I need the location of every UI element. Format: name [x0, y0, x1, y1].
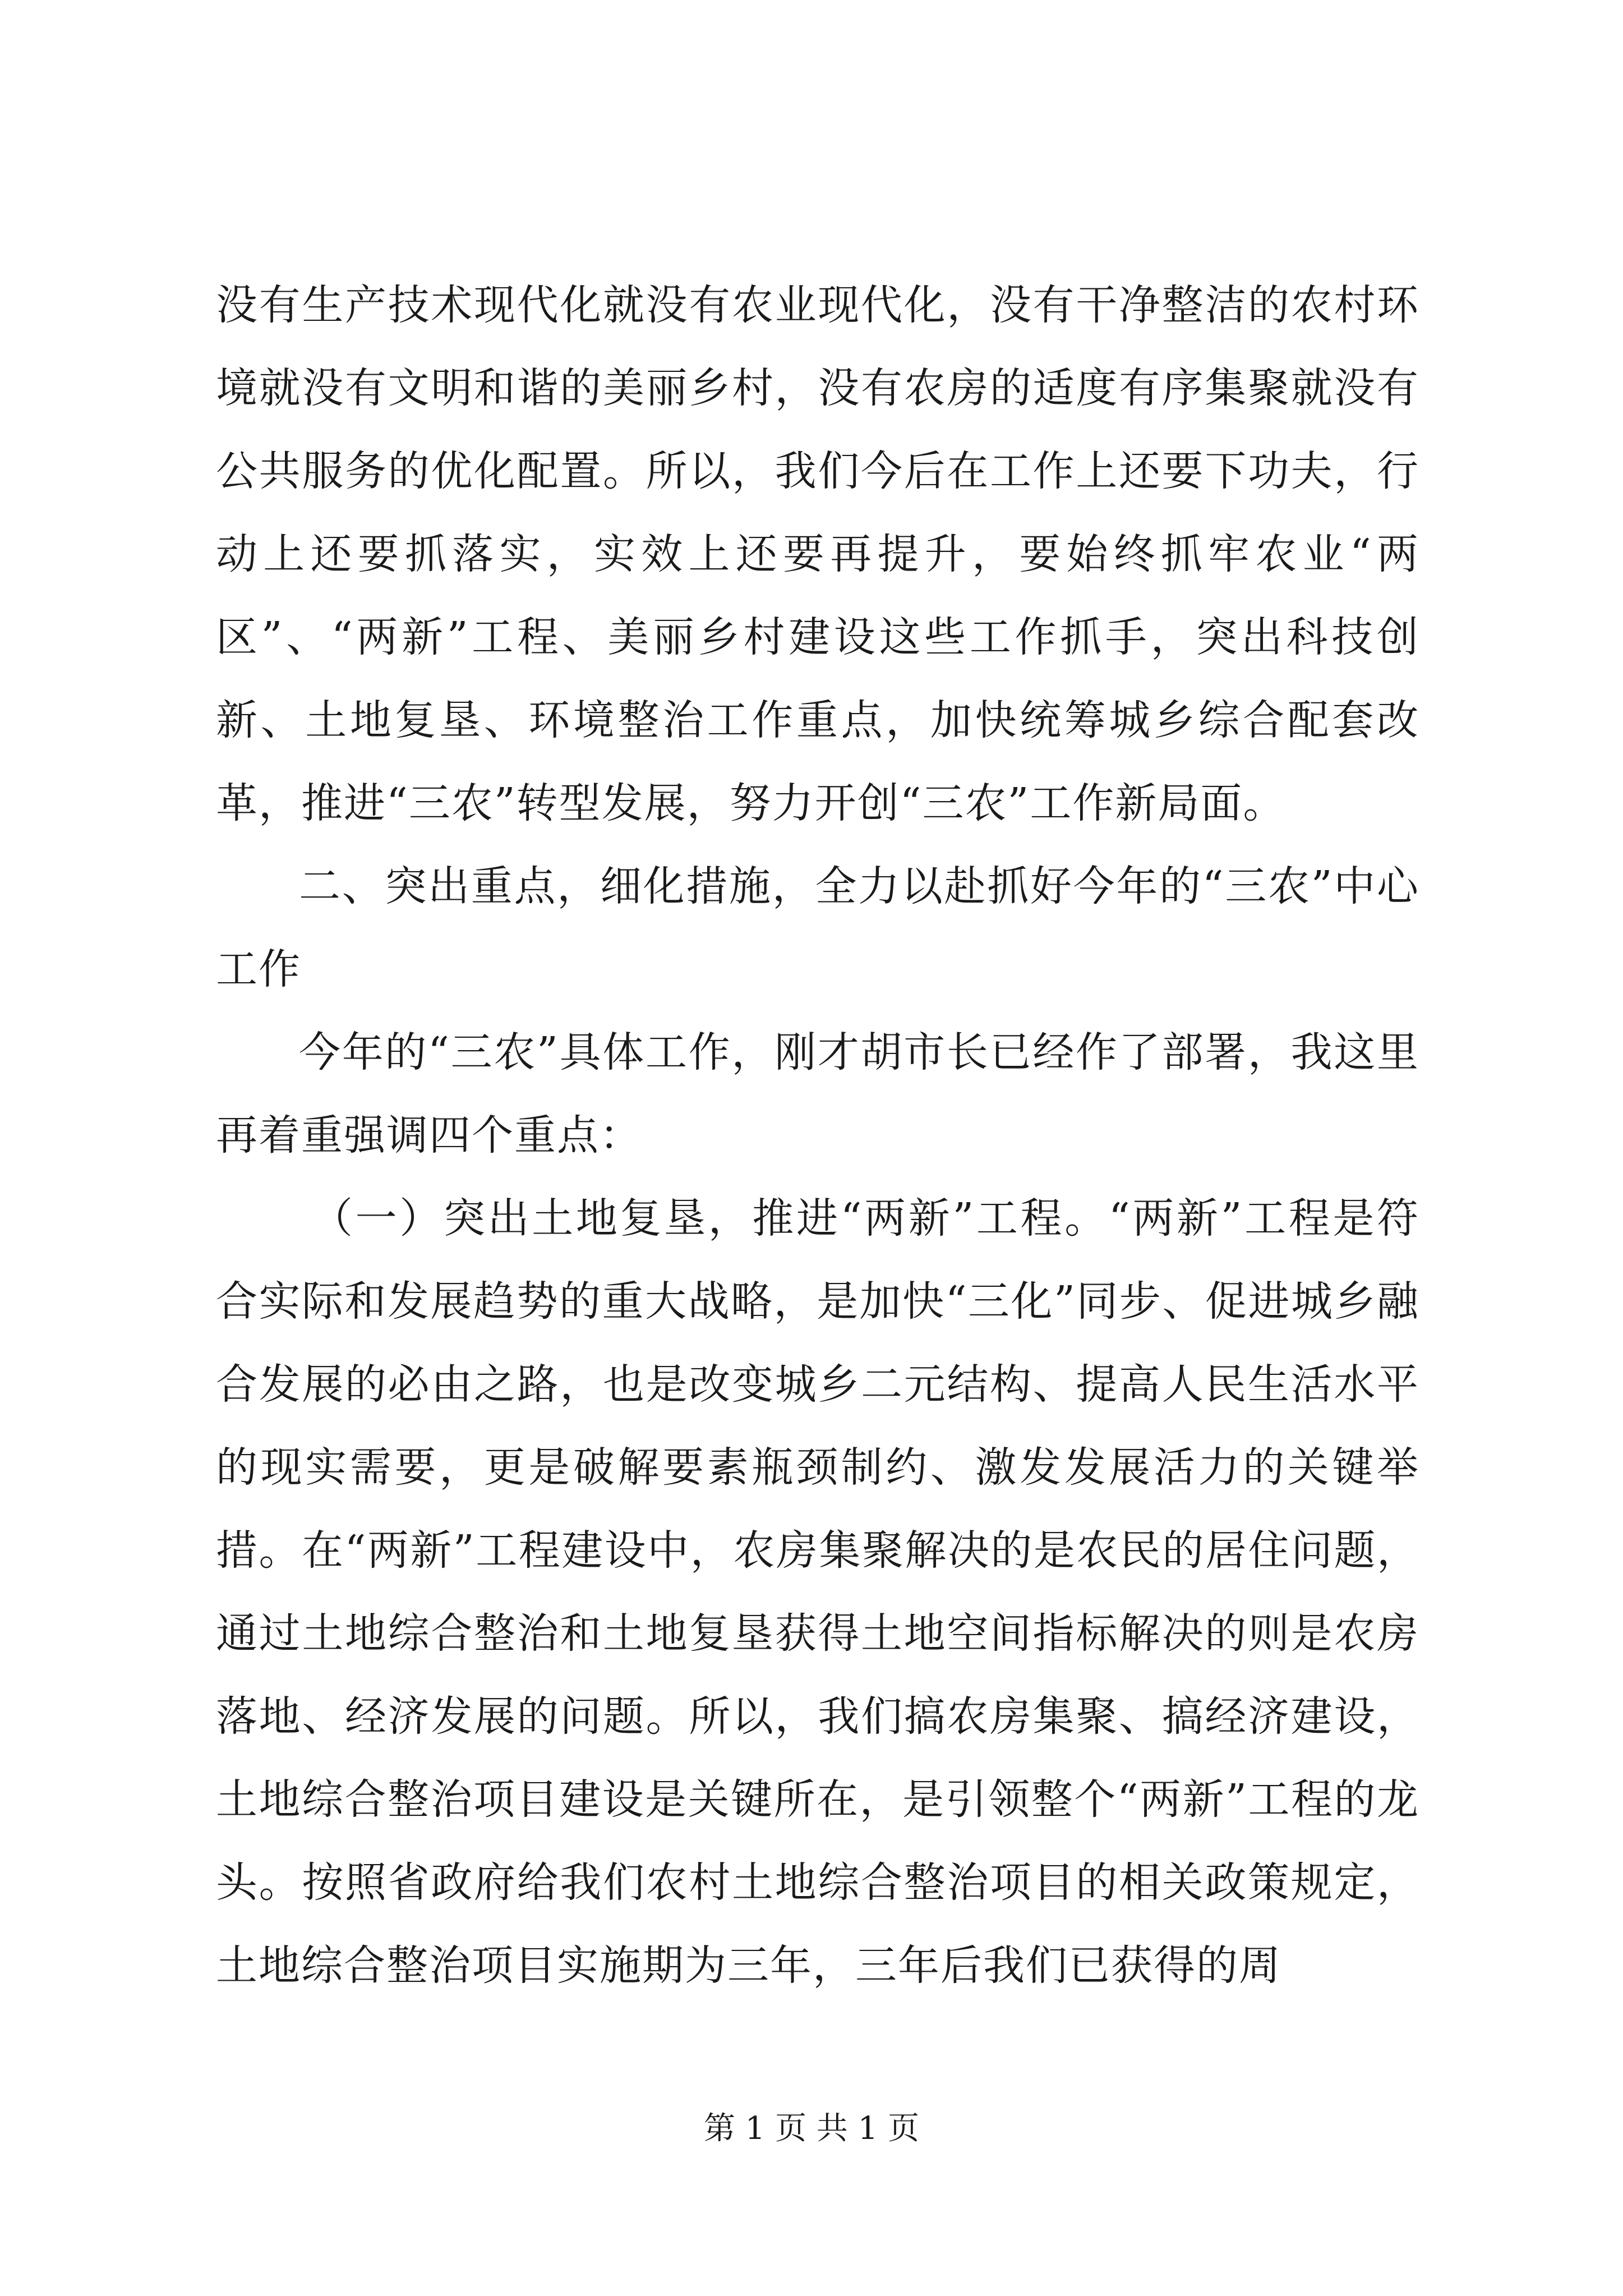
- page-footer: 第 1 页 共 1 页: [703, 2110, 920, 2147]
- document-body: [216, 264, 1419, 2007]
- paragraph-1: 没有生产技术现代化就没有农业现代化，没有干净整洁的农村环境就没有文明和谐的美丽乡村，没有农房的适度有序集聚就没有公共服务的优化配置。所以，我们今后在工作上还要下功夫，行动上还要抓落实，实效上还要再提升，要始终抓牢农业“两区”、“两新”工程、美丽乡村建设这些工作抓手，突出科技创新、土地复垦、环境整治工作重点，加快统筹城乡综合配套改革，推进“三农”转型发展，努力开创“三农”工作新局面。: [216, 281, 1419, 827]
- paragraph-2: 今年的“三农”具体工作，刚才胡市长已经作了部署，我这里再着重强调四个重点：: [216, 1028, 1419, 1159]
- section-heading: 二、突出重点，细化措施，全力以赴抓好今年的“三农”中心工作: [216, 862, 1419, 993]
- paragraph-3: （一）突出土地复垦，推进“两新”工程。“两新”工程是符合实际和发展趋势的重大战略，是加快“三化”同步、促进城乡融合发展的必由之路，也是改变城乡二元结构、提高人民生活水平的现实需要，更是破解要素瓶颈制约、激发发展活力的关键举措。在“两新”工程建设中，农房集聚解决的是农民的居住问题，通过土地综合整治和土地复垦获得土地空间指标解决的则是农房落地、经济发展的问题。所以，我们搞农房集聚、搞经济建设，土地综合整治项目建设是关键所在，是引领整个“两新”工程的龙头。按照省政府给我们农村土地综合整治项目的相关政策规定，土地综合整治项目实施期为三年，三年后我们已获得的周: [216, 1194, 1419, 1990]
